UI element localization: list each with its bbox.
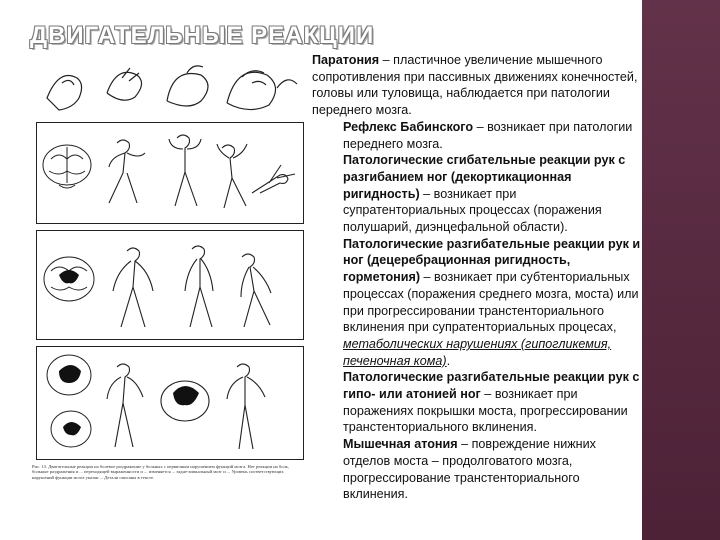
decerebration-sketch	[37, 231, 303, 339]
term-decortication: Патологические сгибательные реакции рук с разгибанием ног (декортикационная ригидность)	[343, 153, 626, 201]
paragraph-babinski	[312, 119, 642, 152]
slide-title: ДВИГАТЕЛЬНЫЕ РЕАКЦИИ	[30, 22, 375, 49]
paragraph-decortication	[312, 152, 642, 236]
atonia-sketch	[37, 347, 303, 459]
paragraph-decerebration	[312, 236, 642, 370]
term-extension-hypotonia: Патологические разгибательные реакции рук с гипо- или атонией ног	[343, 370, 640, 402]
motor-reactions-figure	[30, 52, 305, 510]
figure-caption: Рис. 13. Двигательные реакции на болевое раздражение у больных с первичным нарушением функций мозга. Нет реакции на боль, больные раздражения и ... переходящей выраженности и ... изменяется ... задне-апикальный мозг и ... Уровень соответствующих нарушений функции мозга указан ... Детали описаны в тексте.	[32, 464, 289, 480]
term-babinski: Рефлекс Бабинского	[343, 119, 474, 134]
figure-panel-paratonia	[36, 52, 304, 116]
paragraph-paratonia	[312, 52, 642, 119]
paragraph-atonia	[312, 436, 642, 503]
desc-decerebration: – возникает при субтенториальных процессах (поражения среднего мозга, моста) или при прогрессировании транстенториального вклинения при супратенториальных процесах,	[343, 270, 639, 335]
paragraph-extension-hypotonia	[312, 369, 642, 436]
figure-panel-decerebration	[36, 230, 304, 340]
figure-panel-atonia	[36, 346, 304, 460]
desc-extension-hypotonia: – возникает при поражениях покрышки моста, прогрессировании транстенториального вклинения.	[343, 387, 628, 435]
term-paratonia: Паратония	[312, 53, 380, 67]
term-atonia: Мышечная атония	[343, 437, 458, 452]
figure-panel-decortication	[36, 122, 304, 224]
term-decerebration: Патологические разгибательные реакции рук и ног (децеребрационная ригидность, горметония)	[343, 236, 641, 285]
desc-paratonia: – пластичное увеличение мышечного сопротивления при пассивных движениях конечностей, головы или туловища, наблюдается при патологии переднего мозга.	[312, 53, 638, 118]
desc-decortication: – возникает при супратенториальных процессах (поражения полушарий, диэнцефальной области).	[343, 186, 602, 235]
decortication-sketch	[37, 123, 303, 223]
desc-decerebration-tail: .	[446, 353, 451, 368]
text-column	[312, 52, 642, 503]
desc-babinski: – возникает при патологии переднего мозга.	[343, 119, 633, 151]
metabolic-disorders-link-text: метаболических нарушениях (гипогликемия, печеночная кома)	[343, 336, 612, 368]
desc-atonia: – повреждение нижних отделов моста – продолговатого мозга, прогрессирование транстенториального вклинения.	[343, 437, 596, 502]
paratonia-sketch	[37, 53, 303, 115]
side-band-shade	[642, 0, 720, 540]
